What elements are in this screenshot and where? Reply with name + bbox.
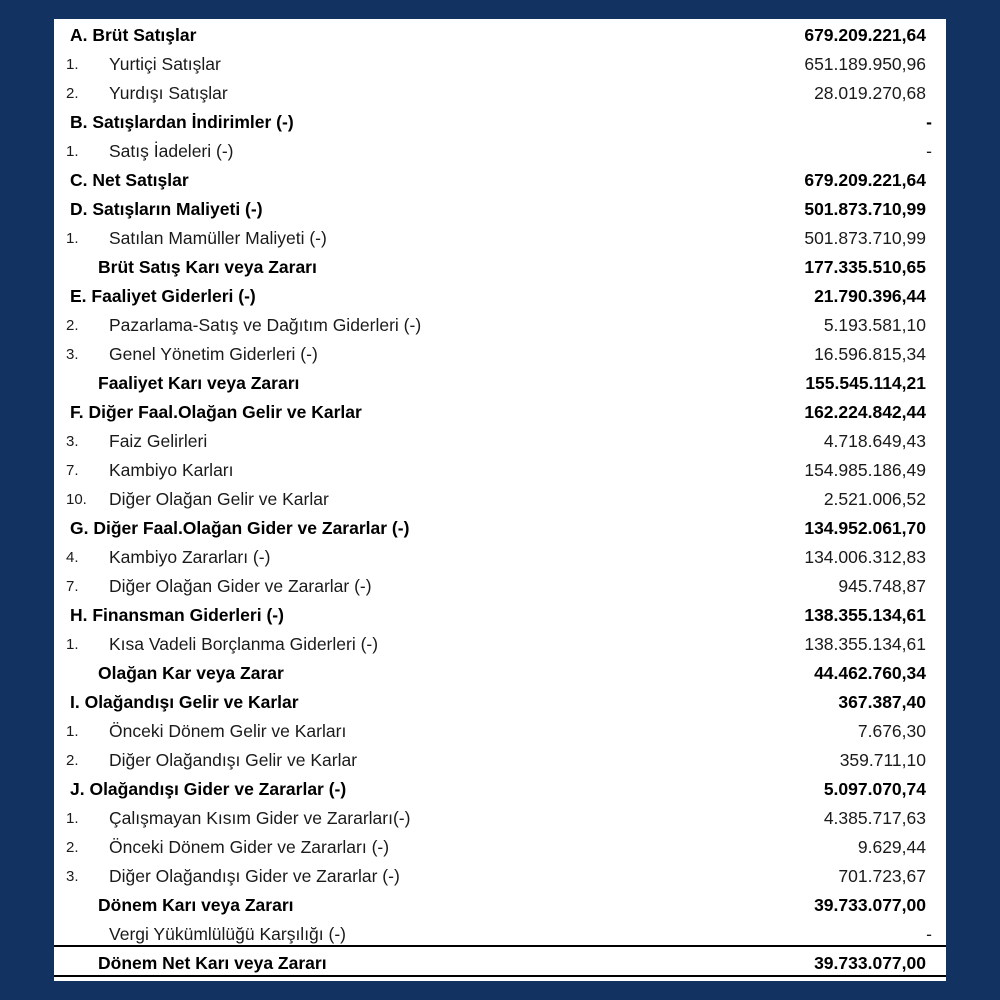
section-header-row <box>54 166 946 195</box>
line-item-number: 7. <box>66 578 79 595</box>
row-amount: 501.873.710,99 <box>804 228 926 248</box>
line-item-number: 1. <box>66 56 79 73</box>
section-header-row <box>54 108 946 137</box>
income-statement-table <box>54 21 946 978</box>
row-amount: 367.387,40 <box>838 692 926 712</box>
line-item-row <box>54 804 946 833</box>
row-amount: 701.723,67 <box>838 866 926 886</box>
line-item-number: 1. <box>66 143 79 160</box>
row-amount: 945.748,87 <box>838 576 926 596</box>
row-label: Satılan Mamüller Maliyeti (-) <box>109 228 327 248</box>
section-header-row <box>54 775 946 804</box>
section-header-row <box>54 21 946 50</box>
line-item-number: 1. <box>66 230 79 247</box>
row-amount: 138.355.134,61 <box>804 634 926 654</box>
row-amount: 4.385.717,63 <box>823 808 926 828</box>
row-label: Kısa Vadeli Borçlanma Giderleri (-) <box>109 634 379 654</box>
row-label: Olağan Kar veya Zarar <box>98 663 284 683</box>
row-label: Vergi Yükümlülüğü Karşılığı (-) <box>109 924 347 944</box>
line-item-number: 1. <box>66 636 79 653</box>
row-amount: 679.209.221,64 <box>804 170 926 190</box>
row-amount: 679.209.221,64 <box>804 25 926 45</box>
row-amount: 44.462.760,34 <box>814 663 926 683</box>
income-statement-sheet <box>54 19 946 981</box>
line-item-number: 3. <box>66 433 79 450</box>
row-amount: 39.733.077,00 <box>814 953 926 973</box>
net-income-top-rule <box>54 945 946 947</box>
line-item-row <box>54 137 946 166</box>
net-income-bottom-rule <box>54 975 946 977</box>
line-item-row <box>54 427 946 456</box>
line-item-row <box>54 833 946 862</box>
line-item-number: 10. <box>66 491 87 508</box>
row-label: E. Faaliyet Giderleri (-) <box>70 286 256 306</box>
row-label: D. Satışların Maliyeti (-) <box>70 199 263 219</box>
row-amount: 177.335.510,65 <box>804 257 926 277</box>
row-amount: 2.521.006,52 <box>823 489 926 509</box>
line-item-number: 4. <box>66 549 79 566</box>
row-label: I. Olağandışı Gelir ve Karlar <box>70 692 299 712</box>
row-label: Brüt Satış Karı veya Zararı <box>98 257 317 277</box>
row-amount: 5.097.070,74 <box>823 779 926 799</box>
line-item-number: 1. <box>66 723 79 740</box>
subtotal-row <box>54 253 946 282</box>
row-label: Faiz Gelirleri <box>109 431 208 451</box>
row-amount: 28.019.270,68 <box>814 83 926 103</box>
line-item-row <box>54 543 946 572</box>
line-item-row <box>54 456 946 485</box>
row-label: Diğer Olağandışı Gider ve Zararlar (-) <box>109 866 400 886</box>
line-item-number: 2. <box>66 752 79 769</box>
row-amount: - <box>926 141 932 161</box>
line-item-row <box>54 630 946 659</box>
row-amount: 7.676,30 <box>857 721 926 741</box>
row-amount: 154.985.186,49 <box>804 460 926 480</box>
row-label: Dönem Net Karı veya Zararı <box>98 953 327 973</box>
row-amount: 21.790.396,44 <box>814 286 926 306</box>
section-header-row <box>54 398 946 427</box>
row-label: C. Net Satışlar <box>70 170 189 190</box>
line-item-row <box>54 224 946 253</box>
line-item-row <box>54 50 946 79</box>
line-item-row <box>54 340 946 369</box>
row-amount: 162.224.842,44 <box>804 402 926 422</box>
row-amount: - <box>926 924 932 944</box>
row-amount: 651.189.950,96 <box>804 54 926 74</box>
row-label: Faaliyet Karı veya Zararı <box>98 373 300 393</box>
row-label: Diğer Olağan Gelir ve Karlar <box>109 489 329 509</box>
row-label: Kambiyo Karları <box>109 460 234 480</box>
row-amount: 155.545.114,21 <box>805 373 926 393</box>
row-amount: 134.952.061,70 <box>804 518 926 538</box>
row-label: Önceki Dönem Gelir ve Karları <box>109 721 347 741</box>
line-item-row <box>54 572 946 601</box>
row-amount: 501.873.710,99 <box>804 199 926 219</box>
section-header-row <box>54 688 946 717</box>
row-label: J. Olağandışı Gider ve Zararlar (-) <box>70 779 347 799</box>
line-item-row <box>54 311 946 340</box>
row-amount: 138.355.134,61 <box>804 605 926 625</box>
line-item-row <box>54 717 946 746</box>
row-amount: 39.733.077,00 <box>814 895 926 915</box>
line-item-number: 2. <box>66 85 79 102</box>
section-header-row <box>54 601 946 630</box>
row-label: B. Satışlardan İndirimler (-) <box>70 112 294 132</box>
row-amount: 16.596.815,34 <box>814 344 926 364</box>
line-item-row <box>54 79 946 108</box>
subtotal-row <box>54 369 946 398</box>
row-amount: 5.193.581,10 <box>823 315 926 335</box>
line-item-number: 2. <box>66 317 79 334</box>
row-amount: 134.006.312,83 <box>804 547 926 567</box>
line-item-number: 3. <box>66 346 79 363</box>
line-item-row <box>54 485 946 514</box>
row-label: Pazarlama-Satış ve Dağıtım Giderleri (-) <box>109 315 422 335</box>
section-header-row <box>54 282 946 311</box>
section-header-row <box>54 195 946 224</box>
row-label: Satış İadeleri (-) <box>109 141 234 161</box>
row-label: Genel Yönetim Giderleri (-) <box>109 344 318 364</box>
row-label: F. Diğer Faal.Olağan Gelir ve Karlar <box>70 402 362 422</box>
row-label: Dönem Karı veya Zararı <box>98 895 294 915</box>
row-amount: 4.718.649,43 <box>823 431 926 451</box>
line-item-row <box>54 862 946 891</box>
row-amount: - <box>926 112 932 132</box>
row-label: A. Brüt Satışlar <box>70 25 197 45</box>
row-label: Diğer Olağan Gider ve Zararlar (-) <box>109 576 372 596</box>
row-label: G. Diğer Faal.Olağan Gider ve Zararlar (-) <box>70 518 410 538</box>
row-label: Çalışmayan Kısım Gider ve Zararları(-) <box>109 808 411 828</box>
row-amount: 359.711,10 <box>839 750 926 770</box>
subtotal-row <box>54 891 946 920</box>
line-item-number: 3. <box>66 868 79 885</box>
line-item-number: 2. <box>66 839 79 856</box>
line-item-number: 1. <box>66 810 79 827</box>
row-label: Önceki Dönem Gider ve Zararları (-) <box>109 837 390 857</box>
line-item-row <box>54 746 946 775</box>
row-label: Kambiyo Zararları (-) <box>109 547 271 567</box>
row-label: Yurtiçi Satışlar <box>109 54 221 74</box>
row-label: H. Finansman Giderleri (-) <box>70 605 284 625</box>
row-label: Yurdışı Satışlar <box>109 83 228 103</box>
subtotal-row <box>54 949 946 978</box>
line-item-number: 7. <box>66 462 79 479</box>
row-label: Diğer Olağandışı Gelir ve Karlar <box>109 750 358 770</box>
row-amount: 9.629,44 <box>857 837 926 857</box>
subtotal-row <box>54 659 946 688</box>
section-header-row <box>54 514 946 543</box>
